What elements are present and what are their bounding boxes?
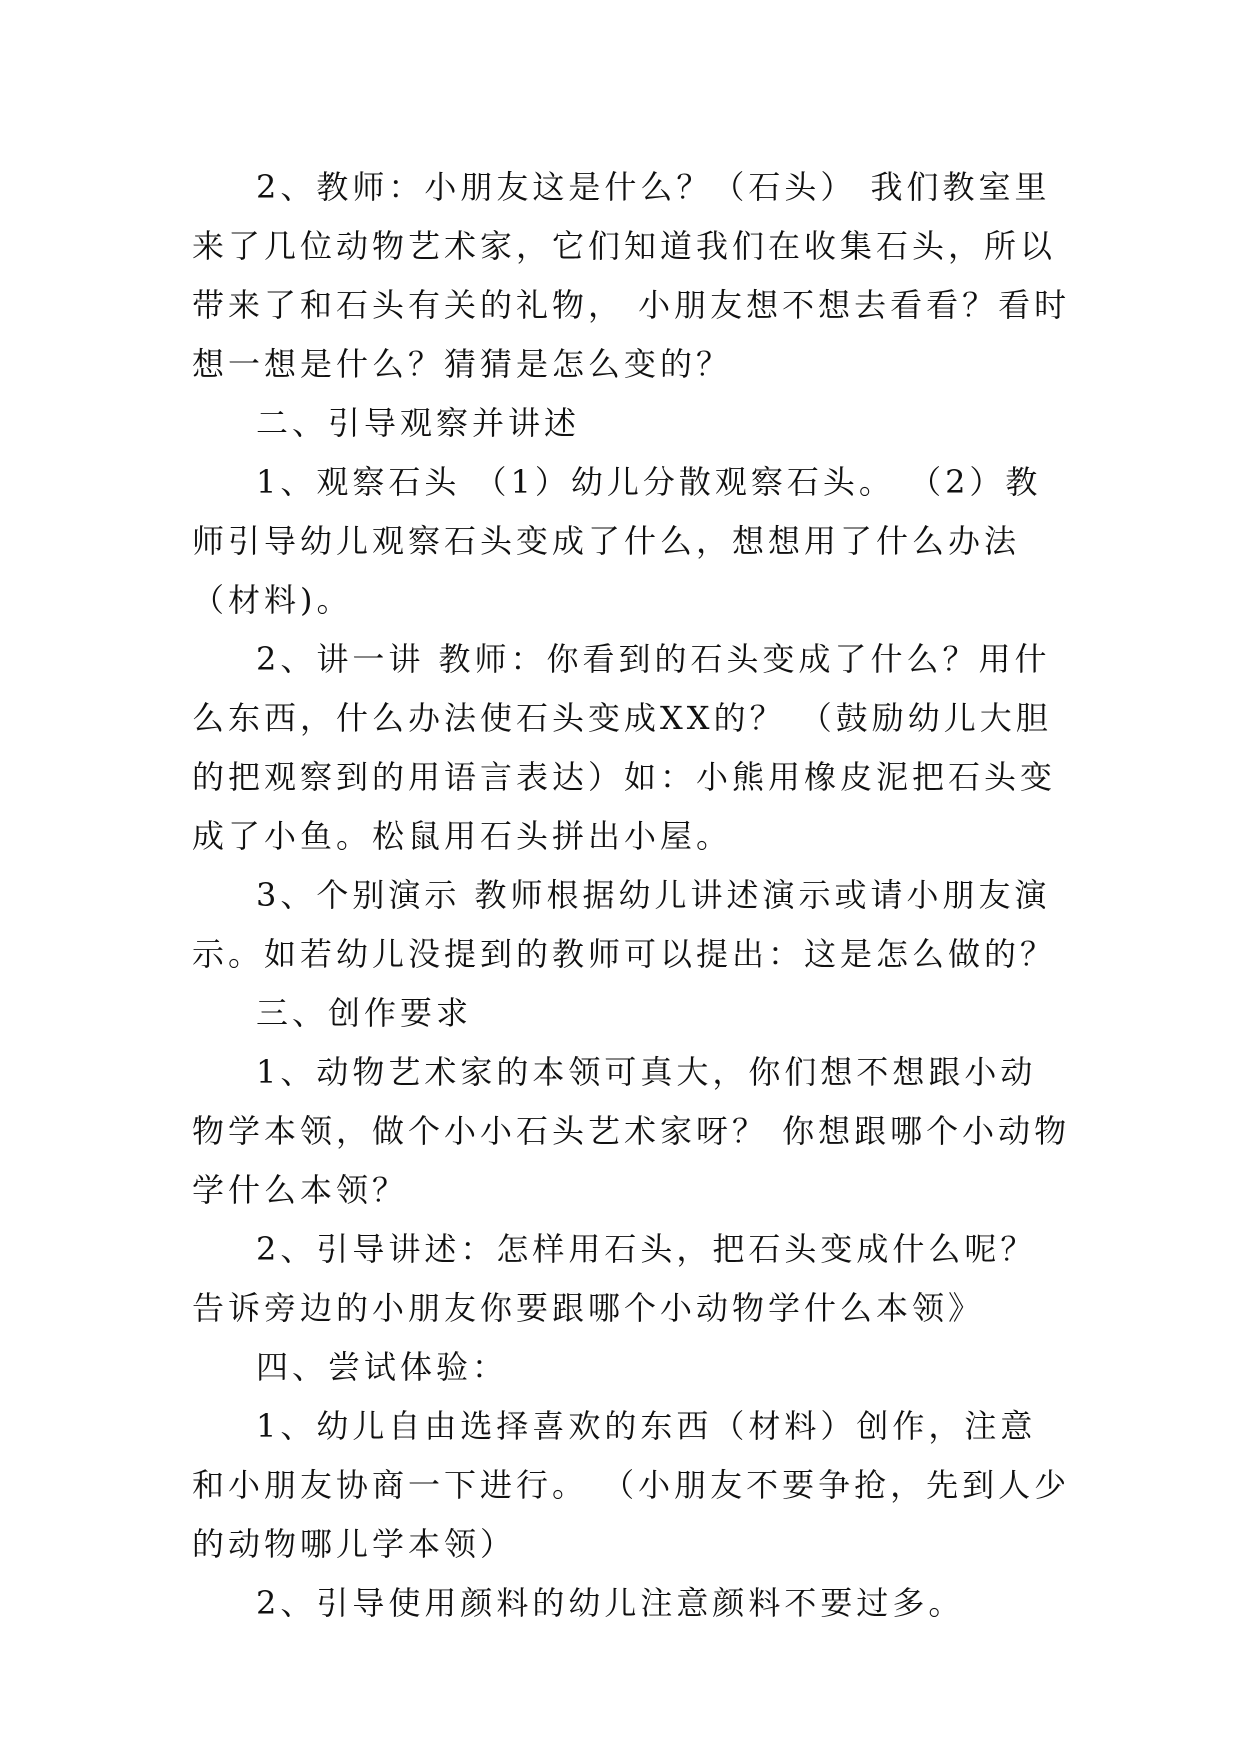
paragraph-artist-skills: 1、动物艺术家的本领可真大，你们想不想跟小动物学本领，做个小小石头艺术家呀？ 你想跟哪个小动物学什么本领？ (192, 1053, 1071, 1209)
paragraph-paint-usage: 2、引导使用颜料的幼儿注意颜料不要过多。 (256, 1584, 965, 1622)
paragraph-talk-about: 2、讲一讲 教师：你看到的石头变成了什么？用什么东西，什么办法使石头变成XX的？ （鼓励幼儿大胆的把观察到的用语言表达）如：小熊用橡皮泥把石头变成了小鱼。松鼠用石头拼出小屋。 (192, 640, 1057, 855)
section-heading-requirements: 三、创作要求 (256, 994, 473, 1032)
paragraph-observe-stones: 1、观察石头 （1）幼儿分散观察石头。 （2）教师引导幼儿观察石头变成了什么，想想用了什么办法（材料)。 (192, 463, 1042, 619)
section-heading-observe: 二、引导观察并讲述 (256, 404, 581, 442)
paragraph-teacher-intro: 2、教师：小朋友这是什么？（石头） 我们教室里来了几位动物艺术家，它们知道我们在收集石头，所以带来了和石头有关的礼物， 小朋友想不想去看看？看时想一想是什么？猜猜是怎么变的？ (192, 168, 1071, 383)
section-heading-try: 四、尝试体验： (256, 1348, 509, 1386)
paragraph-free-choice: 1、幼儿自由选择喜欢的东西（材料）创作，注意和小朋友协商一下进行。 （小朋友不要争抢，先到人少的动物哪儿学本领） (192, 1407, 1071, 1563)
paragraph-guided-narration: 2、引导讲述：怎样用石头，把石头变成什么呢？ 告诉旁边的小朋友你要跟哪个小动物学什么本领》 (192, 1230, 1037, 1327)
document-body (192, 158, 1072, 1633)
paragraph-demonstration: 3、个别演示 教师根据幼儿讲述演示或请小朋友演示。如若幼儿没提到的教师可以提出：这是怎么做的？ (192, 876, 1057, 973)
